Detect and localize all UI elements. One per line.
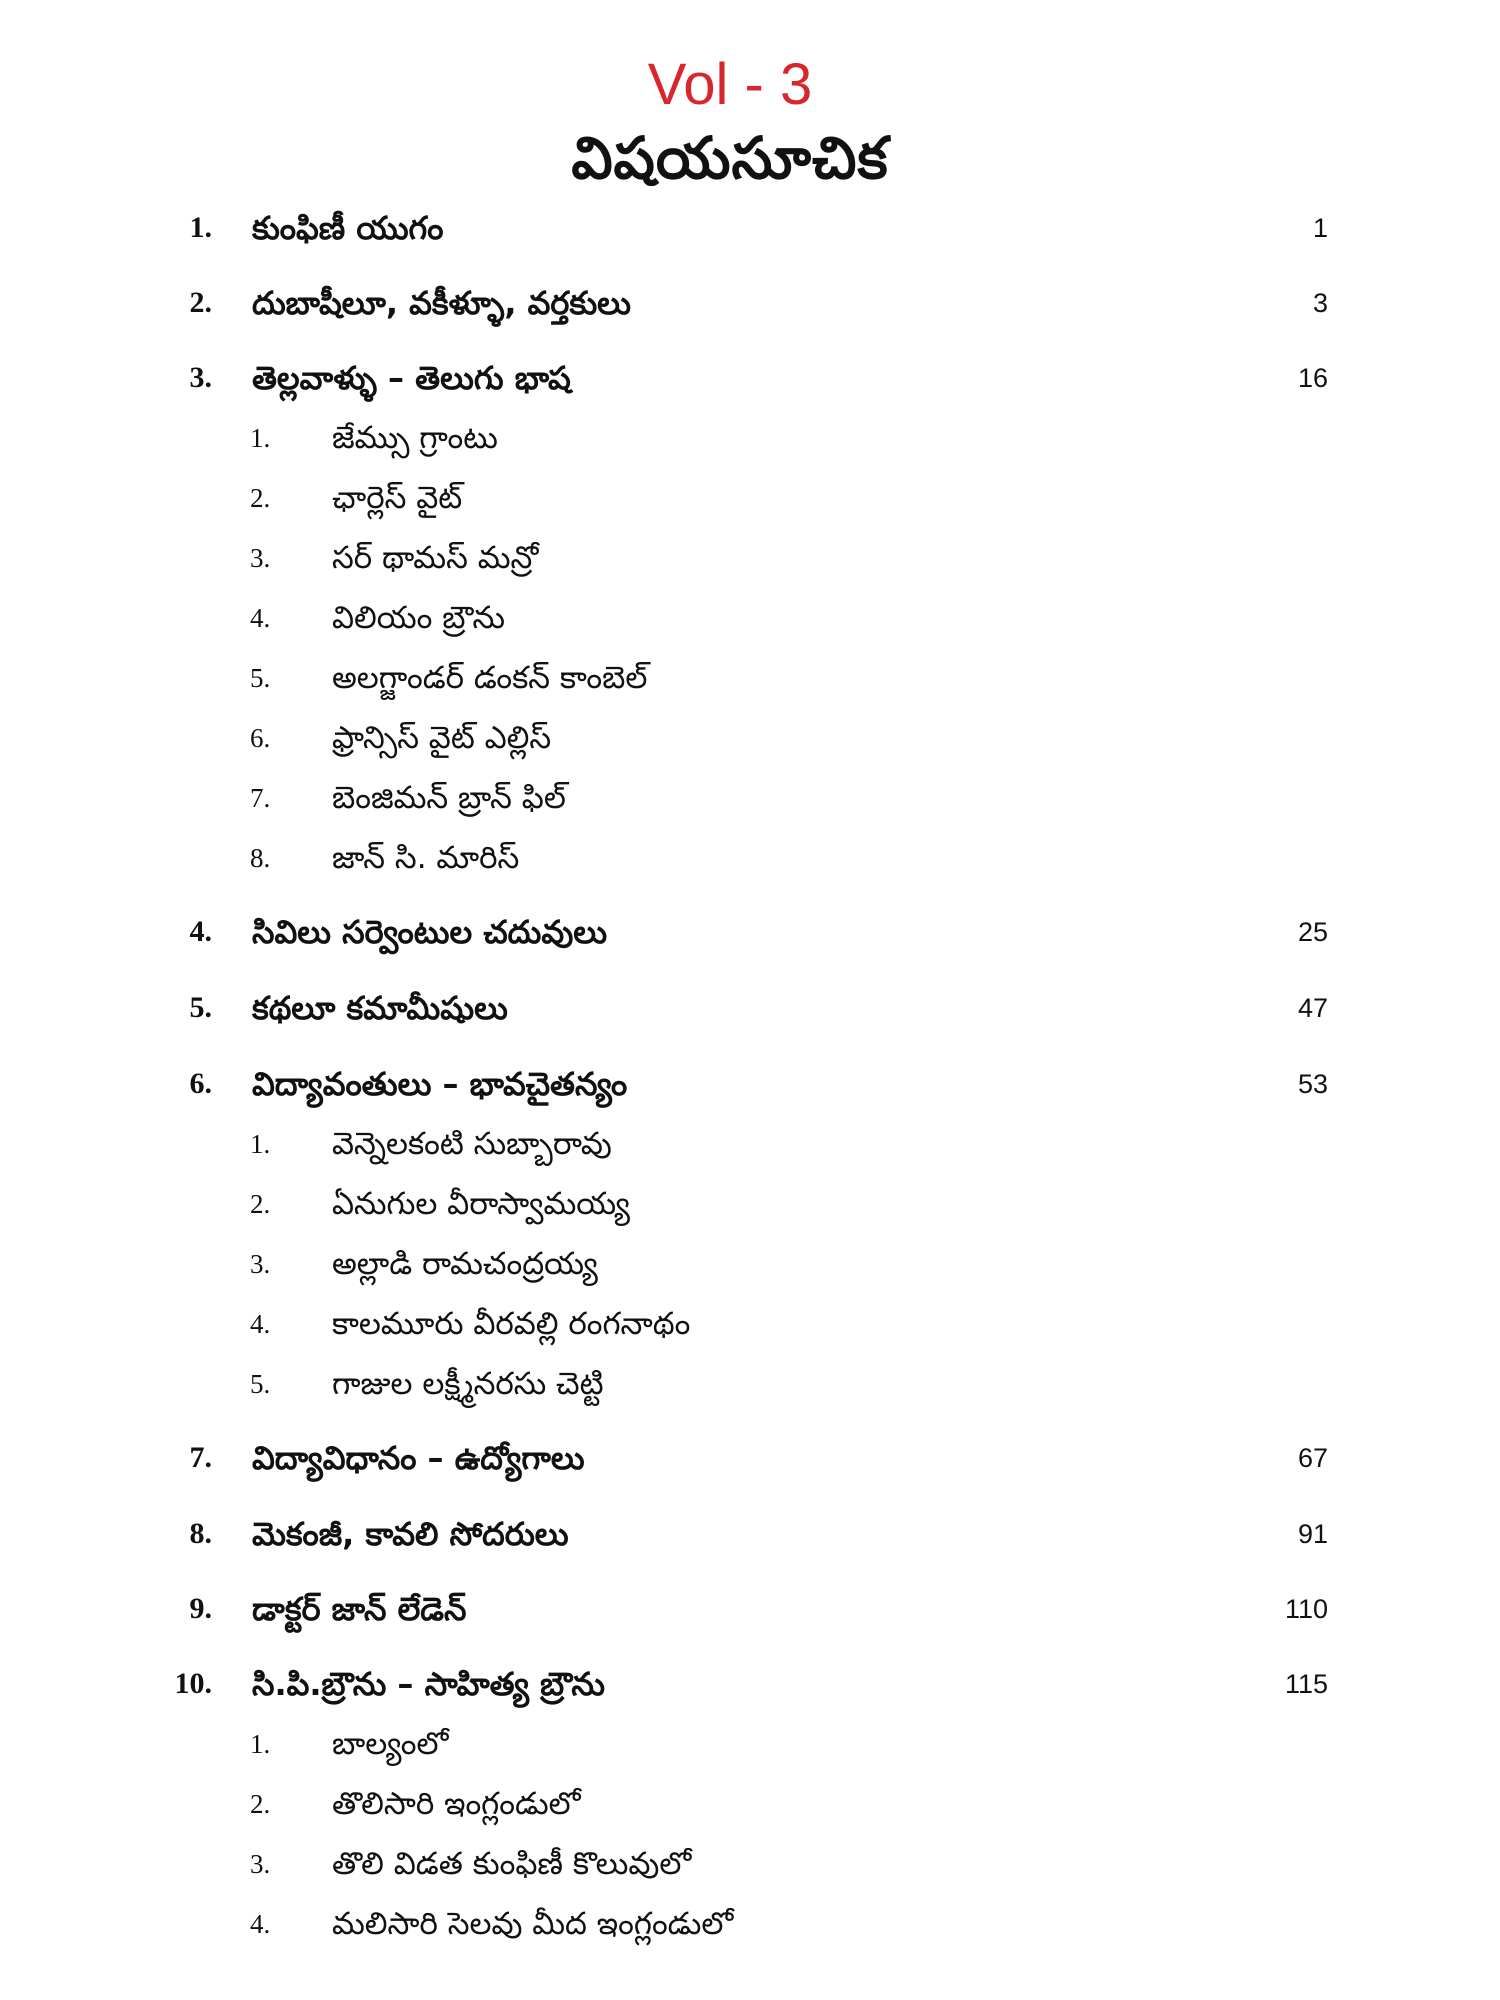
subsection-title: మలిసారి సెలవు మీద ఇంగ్లండులో xyxy=(332,1906,734,1942)
toc-subsection-row xyxy=(0,1354,1500,1414)
page-number: 25 xyxy=(1297,917,1328,947)
chapter-title: సి.పి.బ్రౌను – సాహిత్య బ్రౌను xyxy=(252,1665,605,1703)
page-title: విషయసూచిక xyxy=(571,124,889,192)
toc-subsection-row xyxy=(0,468,1500,528)
page-number: 53 xyxy=(1297,1069,1328,1099)
toc-subsection-row xyxy=(0,588,1500,648)
chapter-number: 3. xyxy=(189,361,212,394)
page-number: 91 xyxy=(1297,1519,1328,1549)
subsection-number: 1. xyxy=(250,1729,271,1759)
chapter-title: విద్యావిధానం – ఉద్యోగాలు xyxy=(252,1439,585,1477)
toc-subsection-row xyxy=(0,1834,1500,1894)
subsection-title: ఛార్లెస్ వైట్ xyxy=(332,480,463,516)
toc-chapter-row xyxy=(0,348,1500,408)
subsection-title: జేమ్సు గ్రాంటు xyxy=(332,420,498,456)
subsection-title: సర్ థామస్ మన్రో xyxy=(332,540,539,576)
toc-chapter-row xyxy=(0,1579,1500,1639)
subsection-number: 5. xyxy=(250,1369,271,1399)
chapter-number: 5. xyxy=(189,991,212,1024)
subsection-title: బెంజిమన్ బ్రాన్ ఫిల్ xyxy=(332,780,566,816)
toc-chapter-row xyxy=(0,1654,1500,1714)
subsection-number: 4. xyxy=(250,603,271,633)
subsection-number: 3. xyxy=(250,543,271,573)
chapter-title: మెకంజీ, కావలి సోదరులు xyxy=(252,1515,569,1553)
subsection-number: 5. xyxy=(250,663,271,693)
subsection-title: తొలిసారి ఇంగ్లండులో xyxy=(332,1786,581,1822)
page-number: 1 xyxy=(1312,213,1328,243)
subsection-title: వెన్నెలకంటి సుబ్బారావు xyxy=(332,1126,612,1162)
chapter-title: డాక్టర్ జాన్ లేడెన్ xyxy=(252,1590,467,1628)
subsection-number: 2. xyxy=(250,1789,271,1819)
chapter-number: 1. xyxy=(189,211,212,244)
page-number: 47 xyxy=(1297,993,1328,1023)
subsection-title: అలగ్జాండర్ డంకన్ కాంబెల్ xyxy=(332,660,648,696)
toc-subsection-row xyxy=(0,1234,1500,1294)
subsection-number: 4. xyxy=(250,1309,271,1339)
toc-subsection-row xyxy=(0,1114,1500,1174)
toc-chapter-row xyxy=(0,1054,1500,1114)
subsection-title: అల్లాడి రామచంద్రయ్య xyxy=(332,1246,598,1282)
subsection-number: 4. xyxy=(250,1909,271,1939)
chapter-title: కథలూ కమామీషులు xyxy=(252,989,508,1027)
page-number: 67 xyxy=(1297,1443,1328,1473)
chapter-title: తెల్లవాళ్ళు – తెలుగు భాష xyxy=(252,359,571,397)
subsection-number: 8. xyxy=(250,843,271,873)
subsection-number: 3. xyxy=(250,1249,271,1279)
page-number: 16 xyxy=(1297,363,1328,393)
subsection-title: బాల్యంలో xyxy=(332,1726,449,1762)
subsection-number: 3. xyxy=(250,1849,271,1879)
chapter-number: 8. xyxy=(189,1517,212,1550)
chapter-title: విద్యావంతులు – భావచైతన్యం xyxy=(252,1065,628,1103)
toc-chapter-row xyxy=(0,198,1500,258)
page-number: 115 xyxy=(1284,1669,1328,1699)
subsection-title: ఫ్రాన్సిస్ వైట్ ఎల్లిస్ xyxy=(332,720,552,756)
toc-subsection-row xyxy=(0,1294,1500,1354)
subsection-number: 1. xyxy=(250,1129,271,1159)
subsection-number: 2. xyxy=(250,1189,271,1219)
chapter-title: దుబాషీలూ, వకీళ్ళూ, వర్తకులు xyxy=(252,284,631,322)
chapter-number: 9. xyxy=(189,1592,212,1625)
toc-subsection-row xyxy=(0,1174,1500,1234)
subsection-number: 2. xyxy=(250,483,271,513)
toc-subsection-row xyxy=(0,648,1500,708)
toc-subsection-row xyxy=(0,1774,1500,1834)
chapter-title: సివిలు సర్వెంటుల చదువులు xyxy=(252,913,608,951)
chapter-number: 7. xyxy=(189,1441,212,1474)
toc-chapter-row xyxy=(0,902,1500,962)
subsection-title: కాలమూరు వీరవల్లి రంగనాథం xyxy=(332,1306,691,1342)
volume-label: Vol - 3 xyxy=(647,52,813,117)
subsection-number: 6. xyxy=(250,723,271,753)
subsection-title: జాన్ సి. మారిస్ xyxy=(332,840,520,876)
toc-subsection-row xyxy=(0,1714,1500,1774)
toc-subsection-row xyxy=(0,708,1500,768)
chapter-number: 2. xyxy=(189,286,212,319)
toc-subsection-row xyxy=(0,768,1500,828)
subsection-title: తొలి విడత కుంఫిణీ కొలువులో xyxy=(332,1846,692,1882)
subsection-number: 7. xyxy=(250,783,271,813)
subsection-title: గాజుల లక్ష్మీనరసు చెట్టి xyxy=(332,1366,604,1402)
chapter-number: 6. xyxy=(189,1067,212,1100)
toc-subsection-row xyxy=(0,528,1500,588)
subsection-number: 1. xyxy=(250,423,271,453)
subsection-title: విలియం బ్రౌను xyxy=(332,600,505,636)
toc-chapter-row xyxy=(0,273,1500,333)
toc-chapter-row xyxy=(0,1428,1500,1488)
page-number: 3 xyxy=(1312,288,1328,318)
toc-chapter-row xyxy=(0,978,1500,1038)
toc-subsection-row xyxy=(0,408,1500,468)
subsection-title: ఏనుగుల వీరాస్వామయ్య xyxy=(332,1186,630,1222)
toc-subsection-row xyxy=(0,1894,1500,1954)
toc-chapter-row xyxy=(0,1504,1500,1564)
chapter-number: 4. xyxy=(189,915,212,948)
toc-subsection-row xyxy=(0,828,1500,888)
chapter-title: కుంఫిణీ యుగం xyxy=(252,209,444,247)
chapter-number: 10. xyxy=(174,1667,212,1700)
page-number: 110 xyxy=(1284,1594,1328,1624)
